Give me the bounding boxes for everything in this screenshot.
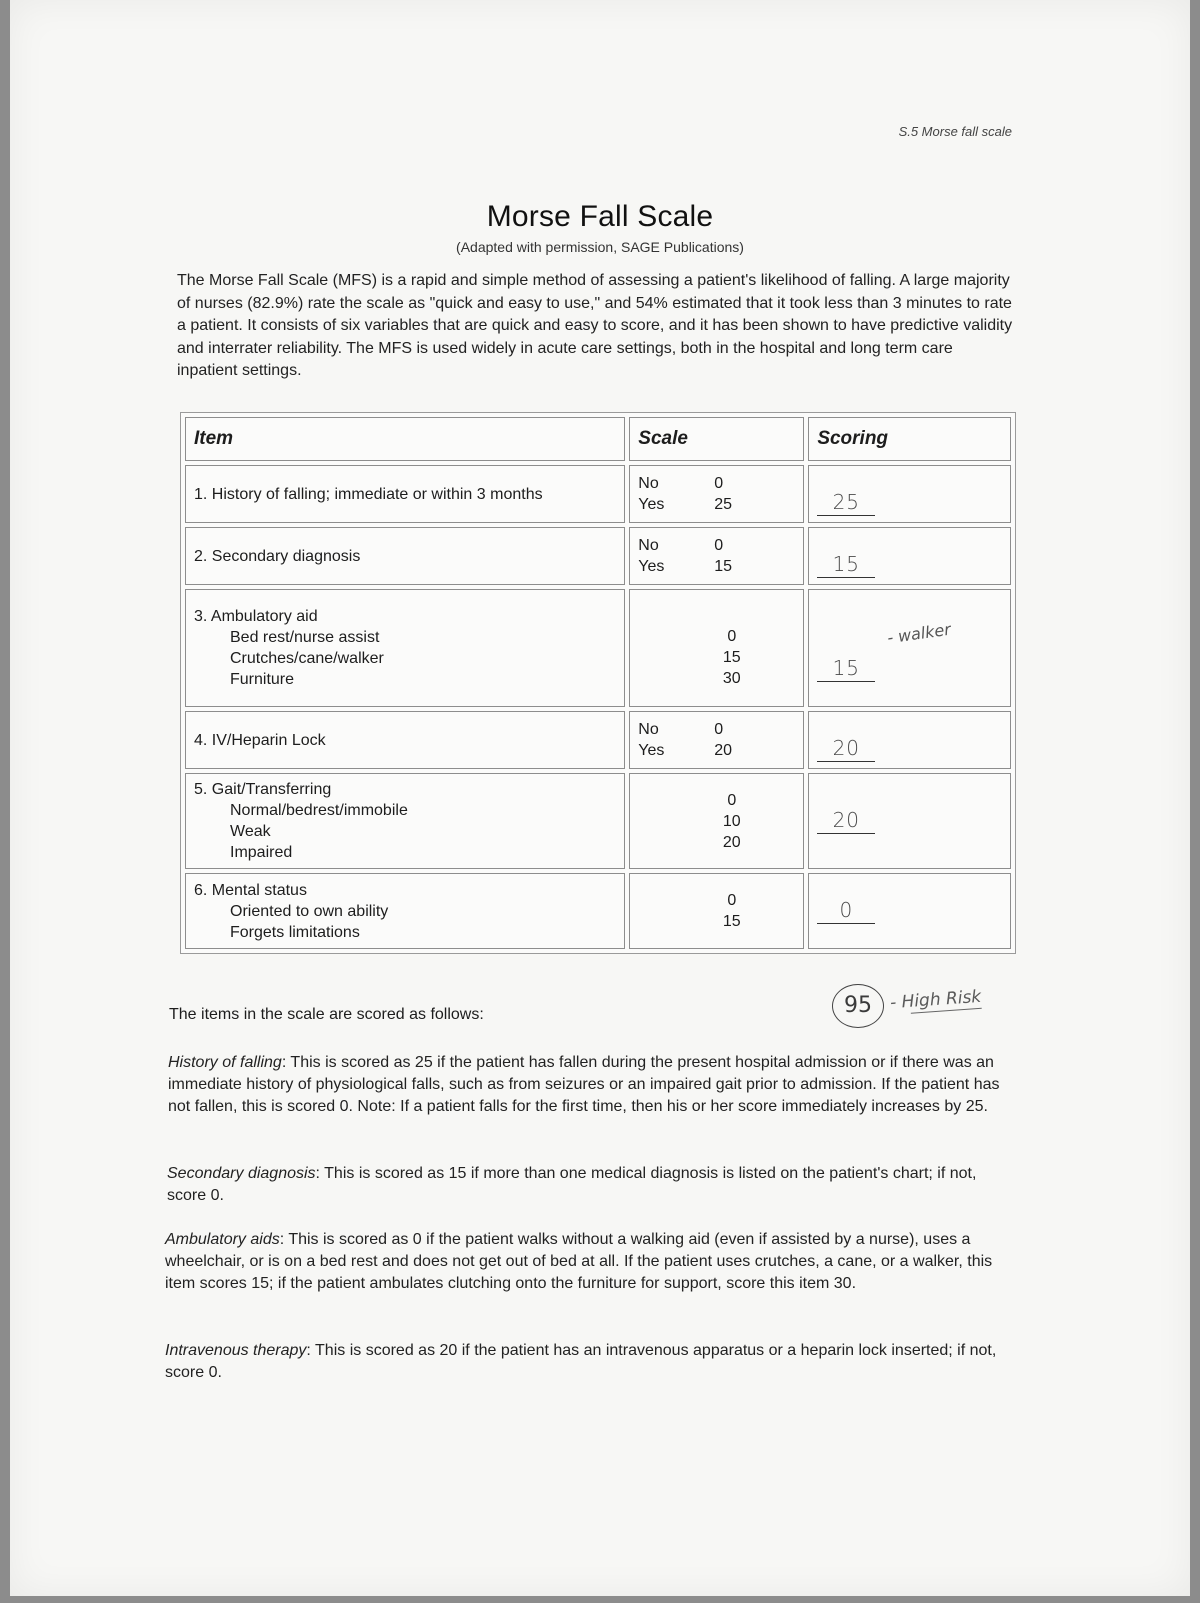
document-page xyxy=(10,0,1190,1596)
handwritten-total xyxy=(832,984,1092,1034)
table-row xyxy=(185,465,1011,523)
handwritten-score: 15 xyxy=(817,552,875,578)
ambulatory-aids-paragraph xyxy=(165,1229,1000,1295)
morse-fall-scale-table xyxy=(180,412,1016,954)
paragraph-term: Intravenous therapy xyxy=(165,1342,307,1359)
scale-cell xyxy=(629,873,804,949)
risk-label xyxy=(889,987,981,1013)
score-cell xyxy=(808,527,1011,585)
table-row xyxy=(185,589,1011,707)
item-option: Oriented to own ability xyxy=(230,902,389,920)
item-option: Furniture xyxy=(230,671,295,688)
score-cell xyxy=(808,873,1011,949)
paragraph-text: : This is scored as 25 if the patient has fallen during the present hospital admission or if there was an immediate history of physiological falls, such as from seizures or an impaired gait prior to admission. If the patient has not fallen, this is scored 0. Note: If a patient falls for the first time, then his or her score immediately increases by 25. xyxy=(168,1054,1000,1115)
scale-value: 0 xyxy=(714,475,724,492)
section-reference: S.5 Morse fall scale xyxy=(898,124,1012,139)
item-label: 6. Mental status xyxy=(194,881,307,899)
item-cell xyxy=(185,589,625,707)
item-label: 2. Secondary diagnosis xyxy=(194,547,361,565)
item-cell xyxy=(185,773,625,869)
handwritten-note: - walker xyxy=(886,619,953,648)
scale-value: 20 xyxy=(722,833,741,851)
scale-option: No xyxy=(638,537,659,554)
scale-option: Yes xyxy=(638,496,665,513)
scale-value: 15 xyxy=(722,913,741,930)
item-cell xyxy=(185,527,625,585)
scale-cell xyxy=(629,527,804,585)
scale-option: Yes xyxy=(638,558,665,575)
scale-value: 0 xyxy=(727,791,737,809)
paragraph-term: History of falling xyxy=(168,1054,282,1071)
handwritten-score: 0 xyxy=(817,898,875,924)
page-title: Morse Fall Scale xyxy=(486,200,714,233)
scale-cell xyxy=(629,773,804,869)
handwritten-score: 15 xyxy=(817,656,875,682)
table-row xyxy=(185,873,1011,949)
score-cell xyxy=(808,773,1011,869)
scale-cell xyxy=(629,711,804,769)
item-option: Impaired xyxy=(230,844,293,861)
item-label: 4. IV/Heparin Lock xyxy=(194,731,326,749)
scored-intro: The items in the scale are scored as follows: xyxy=(169,1006,484,1023)
paragraph-text: : This is scored as 20 if the patient has an intravenous apparatus or a heparin lock inserted; if not, score 0. xyxy=(165,1342,997,1381)
score-cell xyxy=(808,711,1011,769)
scale-value: 20 xyxy=(714,742,733,759)
score-cell xyxy=(808,589,1011,707)
header-scoring: Scoring xyxy=(808,417,1011,461)
table-header-row xyxy=(185,417,1011,461)
item-option: Crutches/cane/walker xyxy=(230,650,384,667)
risk-text: - High Risk xyxy=(889,986,982,1014)
history-of-falling-paragraph xyxy=(168,1052,1003,1118)
scale-value: 0 xyxy=(714,721,724,738)
table-row xyxy=(185,711,1011,769)
table-row xyxy=(185,773,1011,869)
scale-option: No xyxy=(638,475,659,492)
scale-cell xyxy=(629,465,804,523)
score-cell xyxy=(808,465,1011,523)
item-option: Bed rest/nurse assist xyxy=(230,629,380,646)
scale-option: Yes xyxy=(638,742,665,759)
handwritten-score: 20 xyxy=(817,736,875,762)
total-score-circle: 95 xyxy=(832,984,884,1028)
scale-value: 0 xyxy=(727,892,737,909)
paragraph-text: : This is scored as 15 if more than one medical diagnosis is listed on the patient's chart; if not, score 0. xyxy=(167,1165,977,1204)
paragraph-term: Secondary diagnosis xyxy=(167,1165,316,1182)
paragraph-term: Ambulatory aids xyxy=(165,1231,280,1248)
paragraph-text: : This is scored as 0 if the patient walks without a walking aid (even if assisted by a nurse), uses a wheelchair, or is on a bed rest and does not get out of bed at all. If the patient uses crutches, a cane, or a walker, this item scores 15; if the patient ambulates clutching onto the furniture for support, score this item 30. xyxy=(165,1231,993,1292)
scale-value: 0 xyxy=(714,537,724,554)
item-cell xyxy=(185,711,625,769)
header-scale: Scale xyxy=(629,417,804,461)
page-subtitle: (Adapted with permission, SAGE Publications) xyxy=(456,239,744,255)
item-label: 5. Gait/Transferring xyxy=(194,781,332,798)
item-option: Normal/bedrest/immobile xyxy=(230,802,408,819)
item-cell xyxy=(185,873,625,949)
item-option: Forgets limitations xyxy=(230,923,360,941)
scale-value: 30 xyxy=(722,669,741,687)
scale-cell xyxy=(629,589,804,707)
scale-value: 0 xyxy=(727,627,737,645)
item-label: 3. Ambulatory aid xyxy=(194,608,318,625)
scale-value: 25 xyxy=(714,496,733,513)
intro-paragraph: The Morse Fall Scale (MFS) is a rapid and simple method of assessing a patient's likelihood of falling. A large majority of nurses (82.9%) rate the scale as "quick and easy to use," and 54% estimated that it took less than 3 minutes to rate a patient. It consists of six variables that are quick and easy to score, and it has been shown to have predictive validity and interrater reliability. The MFS is used widely in acute care settings, both in the hospital and long term care inpatient settings. xyxy=(177,272,1013,379)
handwritten-score: 25 xyxy=(817,490,875,516)
item-option: Weak xyxy=(230,823,271,840)
table-row xyxy=(185,527,1011,585)
intravenous-therapy-paragraph xyxy=(165,1340,1000,1384)
scale-option: No xyxy=(638,721,659,738)
item-label: 1. History of falling; immediate or within 3 months xyxy=(194,485,543,503)
header-item: Item xyxy=(185,417,625,461)
handwritten-score: 20 xyxy=(817,808,875,834)
secondary-diagnosis-paragraph xyxy=(167,1163,1002,1207)
item-cell xyxy=(185,465,625,523)
scale-value: 15 xyxy=(722,648,741,666)
scale-value: 15 xyxy=(714,558,733,575)
scale-value: 10 xyxy=(722,812,741,830)
